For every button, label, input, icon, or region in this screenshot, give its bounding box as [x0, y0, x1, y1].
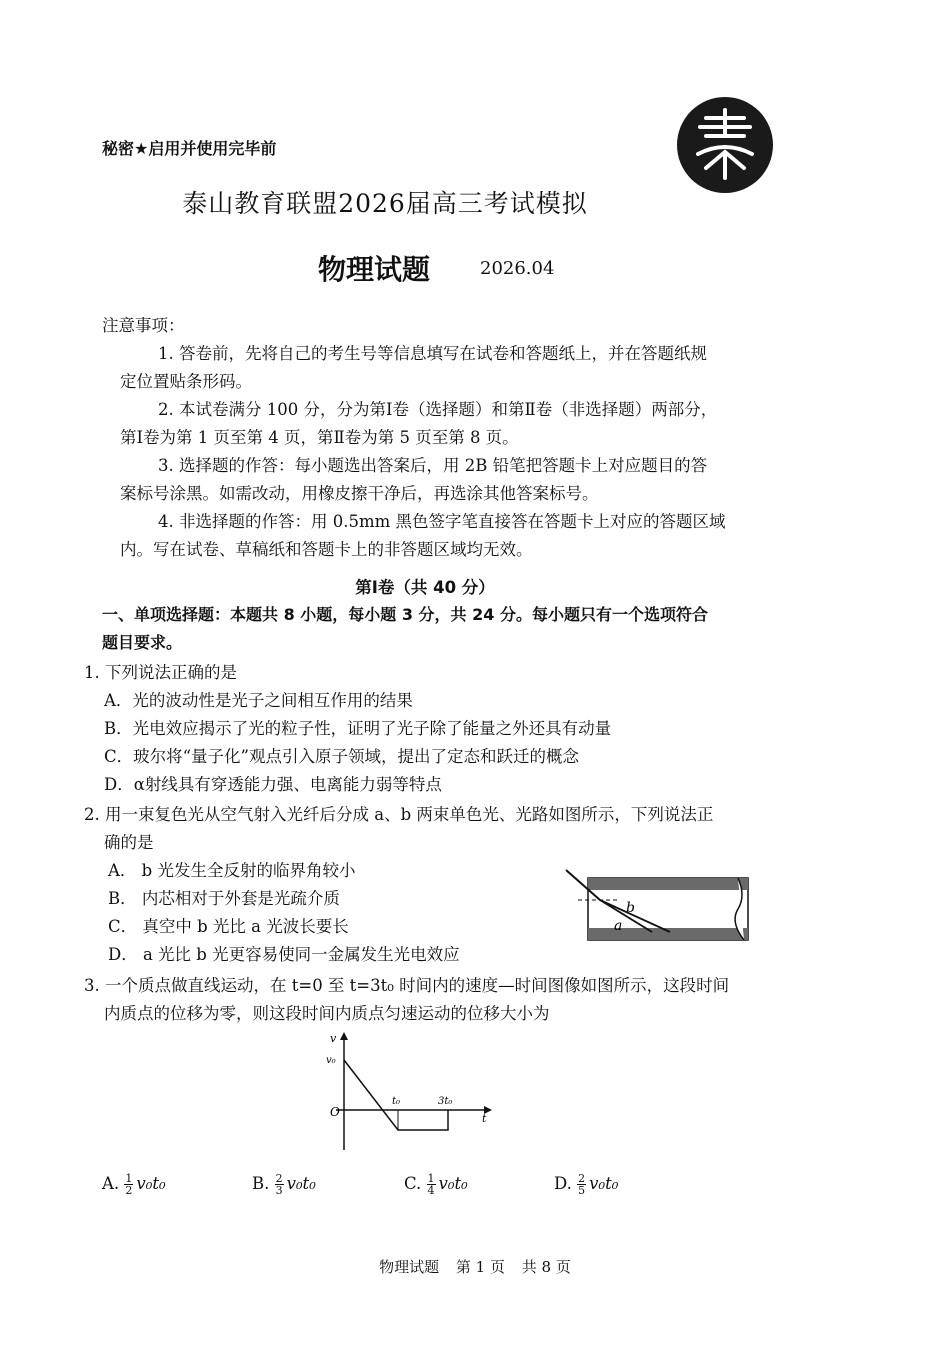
option-value: v₀t₀ — [136, 1174, 166, 1193]
velocity-time-graph — [318, 1030, 498, 1155]
notice-line: 4. 非选择题的作答：用 0.5mm 黑色签字笔直接答在答题卡上对应的答题区域 — [158, 512, 726, 531]
question-2-stem: 2. 用一束复色光从空气射入光纤后分成 a、b 两束单色光、光路如图所示，下列说法正 — [84, 805, 714, 824]
notice-line: 第Ⅰ卷为第 1 页至第 4 页，第Ⅱ卷为第 5 页至第 8 页。 — [120, 428, 519, 447]
question-3-stem: 3. 一个质点做直线运动，在 t=0 至 t=3t₀ 时间内的速度—时间图像如图所示，这段时间 — [84, 976, 730, 995]
notice-line: 内。写在试卷、草稿纸和答题卡上的非答题区域均无效。 — [120, 540, 533, 559]
notice-line: 3. 选择题的作答：每小题选出答案后，用 2B 铅笔把答题卡上对应题目的答 — [158, 456, 708, 475]
fraction — [275, 1173, 284, 1196]
question-3-option-d — [554, 1170, 618, 1198]
fraction — [427, 1173, 436, 1196]
question-1-option: C．玻尔将“量子化”观点引入原子领域，提出了定态和跃迁的概念 — [104, 747, 579, 766]
fraction — [577, 1173, 586, 1196]
denominator: 2 — [125, 1184, 133, 1197]
notice-line: 定位置贴条形码。 — [120, 372, 252, 391]
section-instruction: 一、单项选择题：本题共 8 小题，每小题 3 分，共 24 分。每小题只有一个选项符合 — [102, 605, 708, 624]
section-title: 第Ⅰ卷（共 40 分） — [355, 578, 495, 597]
denominator: 4 — [427, 1184, 435, 1197]
numerator: 1 — [427, 1172, 435, 1185]
exam-date: 2026.04 — [480, 258, 555, 279]
option-value: v₀t₀ — [438, 1174, 468, 1193]
question-3-option-a — [102, 1170, 166, 1198]
option-letter: B. — [252, 1174, 270, 1193]
question-2-option: A． b 光发生全反射的临界角较小 — [108, 861, 356, 880]
footer-page: 第 1 页 — [455, 1258, 505, 1276]
page-footer — [0, 1256, 950, 1277]
ray-b-label: b — [626, 900, 635, 916]
numerator: 2 — [275, 1172, 283, 1185]
graph-v0-label: v₀ — [326, 1055, 336, 1066]
footer-total: 共 8 页 — [521, 1258, 571, 1276]
question-1-stem: 1. 下列说法正确的是 — [84, 663, 237, 682]
confidential-label: 秘密★启用并使用完毕前 — [102, 139, 277, 158]
ray-a-label: a — [614, 918, 623, 934]
question-2-option: B． 内芯相对于外套是光疏介质 — [108, 889, 340, 908]
denominator: 3 — [275, 1184, 283, 1197]
question-2-option: D． a 光比 b 光更容易使同一金属发生光电效应 — [108, 945, 460, 964]
school-logo — [676, 96, 774, 194]
notice-line: 2. 本试卷满分 100 分，分为第Ⅰ卷（选择题）和第Ⅱ卷（非选择题）两部分， — [158, 400, 718, 419]
question-1-option: A．光的波动性是光子之间相互作用的结果 — [104, 691, 413, 710]
notice-line: 1. 答卷前，先将自己的考生号等信息填写在试卷和答题纸上，并在答题纸规 — [158, 344, 707, 363]
option-letter: C. — [404, 1174, 422, 1193]
question-3-option-c — [404, 1170, 468, 1198]
question-1-option: D．α射线具有穿透能力强、电离能力弱等特点 — [104, 775, 442, 794]
question-1-option: B．光电效应揭示了光的粒子性，证明了光子除了能量之外还具有动量 — [104, 719, 612, 738]
question-3-option-b — [252, 1170, 316, 1198]
graph-origin-label: O — [330, 1105, 340, 1119]
section-instruction: 题目要求。 — [102, 633, 183, 652]
question-3-stem: 内质点的位移为零，则这段时间内质点匀速运动的位移大小为 — [104, 1004, 550, 1023]
graph-3t0-label: 3t₀ — [438, 1096, 453, 1107]
graph-t-axis-label: t — [482, 1112, 487, 1125]
graph-t0-label: t₀ — [392, 1096, 401, 1107]
option-value: v₀t₀ — [286, 1174, 316, 1193]
option-value: v₀t₀ — [589, 1174, 619, 1193]
denominator: 5 — [578, 1184, 586, 1197]
notice-line: 案标号涂黑。如需改动，用橡皮擦干净后，再选涂其他答案标号。 — [120, 484, 599, 503]
option-letter: A. — [102, 1174, 120, 1193]
fraction — [124, 1173, 133, 1196]
option-letter: D. — [554, 1174, 572, 1193]
question-2-stem: 确的是 — [104, 833, 154, 852]
question-2-option: C． 真空中 b 光比 a 光波长要长 — [108, 917, 349, 936]
exam-title: 泰山教育联盟2026届高三考试模拟 — [182, 189, 588, 218]
numerator: 1 — [125, 1172, 133, 1185]
graph-v-axis-label: v — [330, 1032, 337, 1045]
subject-title: 物理试题 — [318, 253, 431, 286]
numerator: 2 — [578, 1172, 586, 1185]
footer-subject: 物理试题 — [379, 1258, 440, 1276]
notice-heading: 注意事项： — [102, 316, 185, 335]
optical-fiber-diagram — [560, 866, 755, 948]
